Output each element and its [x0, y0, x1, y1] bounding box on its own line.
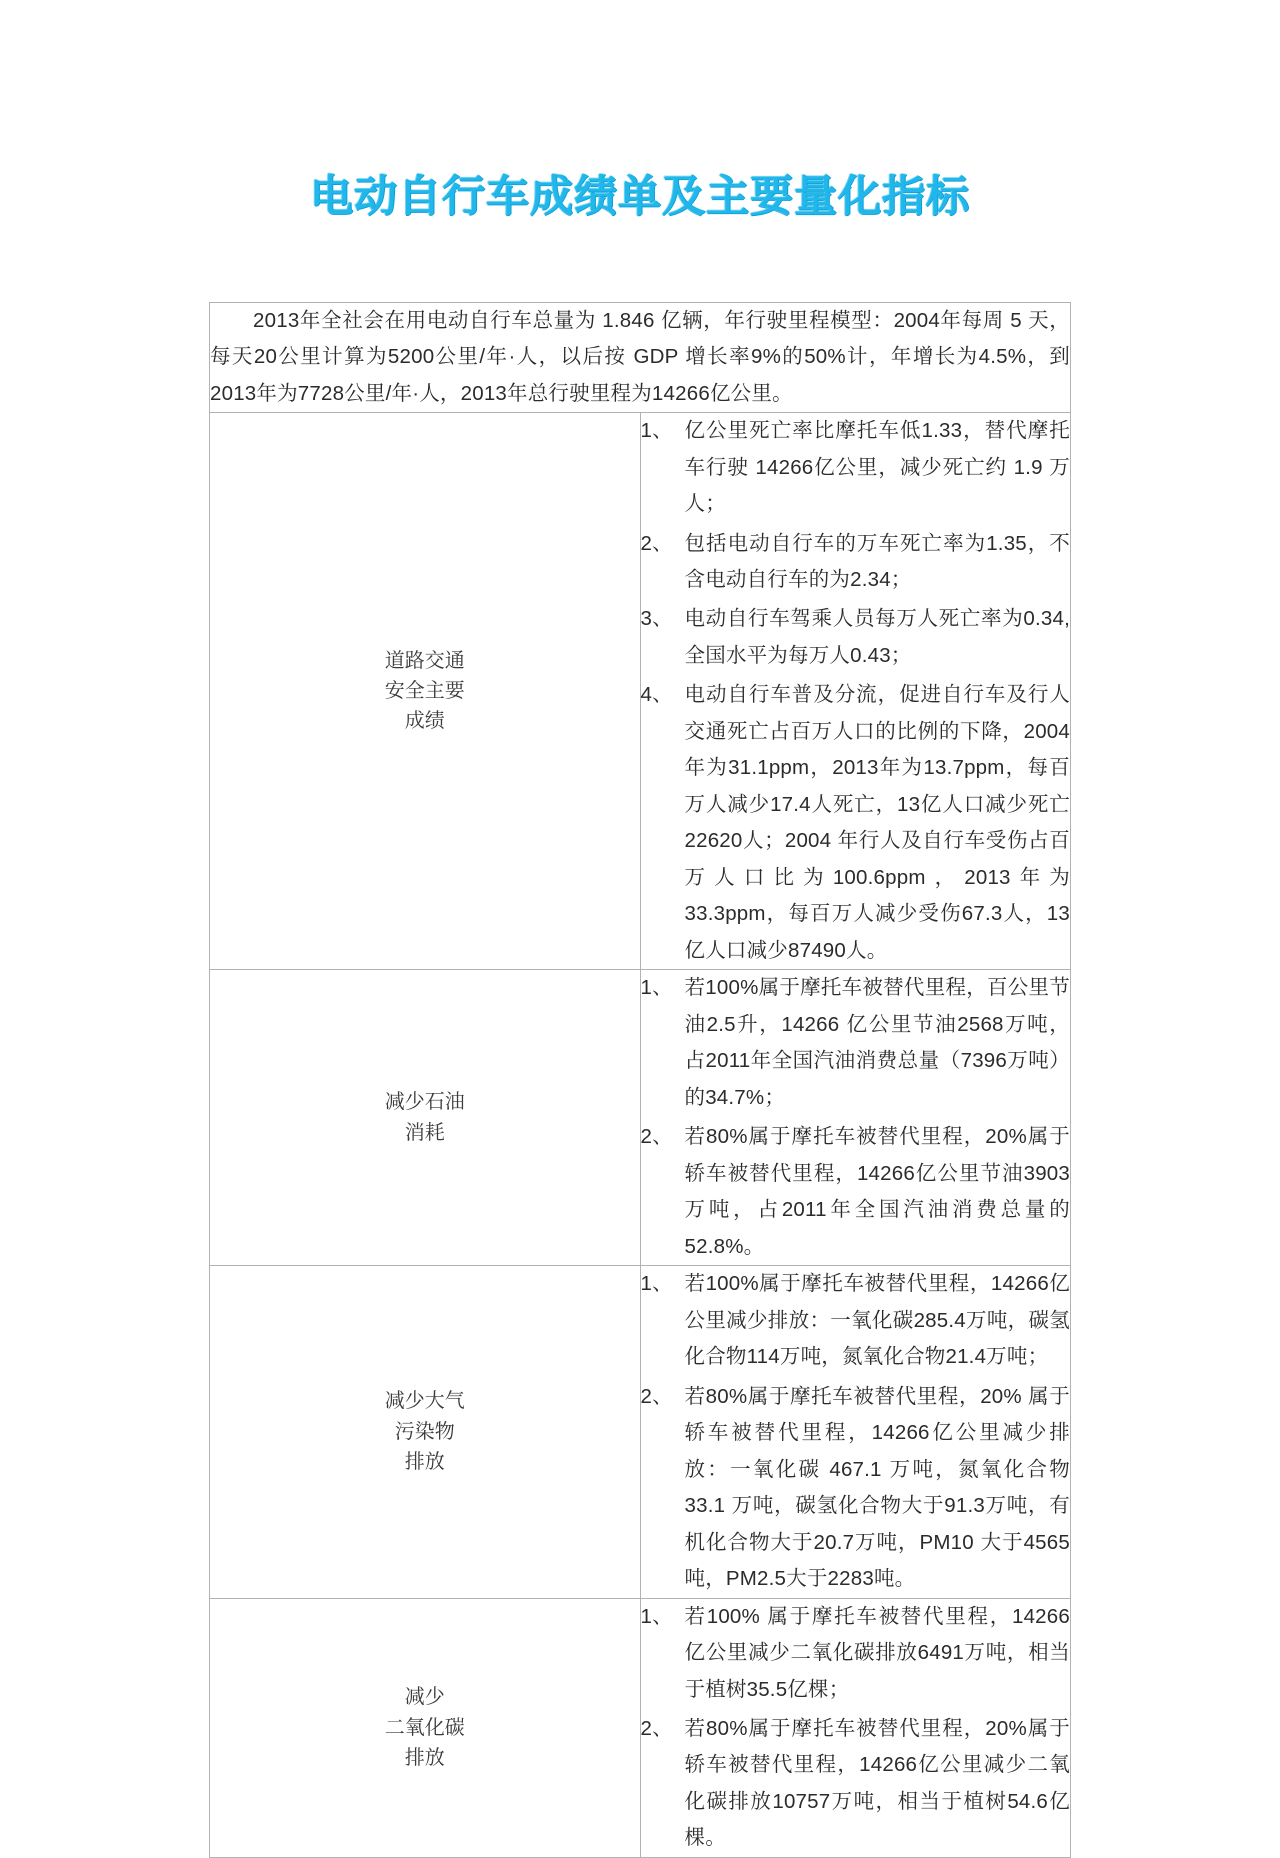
list-item-marker: 1、 — [640, 1604, 673, 1628]
row-label-line: 道路交通 — [384, 649, 465, 672]
list-item-text: 若100%属于摩托车被替代里程，14266亿公里减少排放：一氧化碳285.4万吨，碳氢化合物114万吨，氮氧化合物21.4万吨； — [684, 1272, 1070, 1369]
row-label-line: 二氧化碳 — [384, 1716, 465, 1739]
row-content-oil-reduction — [640, 970, 1071, 1266]
row-content-co2-reduction — [640, 1598, 1071, 1857]
list-item — [641, 413, 1071, 522]
list-item-text: 包括电动自行车的万车死亡率为1.35，不含电动自行车的为2.34； — [684, 531, 1070, 591]
row-content-road-safety — [640, 413, 1071, 970]
list-item — [641, 677, 1071, 969]
list-item-marker: 4、 — [640, 683, 673, 707]
list-item-text: 若80%属于摩托车被替代里程，20% 属于轿车被替代里程，14266亿公里减少排放：一氧化碳 467.1 万吨，氮氧化合物 33.1 万吨，碳氢化合物大于91.3万吨，有机化合物大于20.7万吨，PM10 大于4565吨，PM2.5大于2283吨。 — [684, 1384, 1070, 1591]
row-label-air-pollution — [210, 1266, 641, 1598]
page-title: 电动自行车成绩单及主要量化指标 — [310, 173, 970, 221]
list-item — [641, 970, 1071, 1116]
row-label-line: 污染物 — [394, 1420, 455, 1443]
list-item-marker: 2、 — [640, 1384, 673, 1408]
row-label-line: 排放 — [404, 1451, 445, 1474]
list-item — [641, 1711, 1071, 1857]
list-item — [641, 1599, 1071, 1708]
row-label-co2-reduction — [210, 1598, 641, 1857]
intro-cell — [210, 302, 1071, 412]
list-item-marker: 2、 — [640, 1717, 673, 1740]
table-row — [210, 970, 1071, 1266]
row-label-line: 消耗 — [404, 1121, 445, 1144]
list-item — [641, 601, 1071, 674]
list-item — [641, 1119, 1071, 1265]
list-item-marker: 3、 — [640, 607, 673, 631]
metrics-table-container — [209, 302, 1071, 1858]
table-row — [210, 1598, 1071, 1857]
list-item-marker: 1、 — [640, 419, 673, 443]
item-list — [641, 970, 1071, 1265]
row-label-road-safety — [210, 413, 641, 970]
table-row — [210, 1266, 1071, 1598]
row-label-line: 减少 — [404, 1686, 445, 1709]
list-item-text: 若100%属于摩托车被替代里程，百公里节油2.5升，14266 亿公里节油2568万吨，占2011年全国汽油消费总量（7396万吨）的34.7%； — [684, 976, 1070, 1109]
row-label-line: 排放 — [404, 1746, 445, 1769]
item-list — [641, 1266, 1071, 1597]
list-item-text: 电动自行车驾乘人员每万人死亡率为0.34,全国水平为每万人0.43； — [684, 607, 1070, 667]
list-item-text: 电动自行车普及分流，促进自行车及行人交通死亡占百万人口的比例的下降，2004年为31.1ppm，2013年为13.7ppm，每百万人减少17.4人死亡，13亿人口减少死亡22620人；2004 年行人及自行车受伤占百万人口比为100.6ppm，2013年为 33.3ppm，每百万人减少受伤67.3人，13亿人口减少87490人。 — [684, 683, 1070, 962]
row-label-line: 减少大气 — [384, 1390, 465, 1413]
list-item-text: 亿公里死亡率比摩托车低1.33，替代摩托车行驶 14266亿公里，减少死亡约 1.9 万人； — [684, 419, 1070, 516]
row-content-air-pollution — [640, 1266, 1071, 1598]
table-row — [210, 413, 1071, 970]
list-item-marker: 1、 — [640, 1272, 673, 1296]
list-item-text: 若80%属于摩托车被替代里程，20%属于轿车被替代里程，14266亿公里减少二氧化碳排放10757万吨，相当于植树54.6亿棵。 — [684, 1717, 1070, 1850]
list-item-text: 若100% 属于摩托车被替代里程，14266 亿公里减少二氧化碳排放6491万吨，相当于植树35.5亿棵； — [684, 1604, 1070, 1701]
list-item — [641, 526, 1071, 599]
list-item-marker: 1、 — [640, 976, 673, 1000]
item-list — [641, 1599, 1071, 1857]
list-item — [641, 1379, 1071, 1598]
table-row-intro — [210, 302, 1071, 412]
item-list — [641, 413, 1071, 969]
list-item-marker: 2、 — [640, 531, 673, 555]
row-label-line: 安全主要 — [384, 679, 465, 702]
row-label-line: 减少石油 — [384, 1091, 465, 1114]
list-item-marker: 2、 — [640, 1125, 673, 1149]
row-label-line: 成绩 — [404, 710, 445, 733]
list-item — [641, 1266, 1071, 1375]
intro-paragraph: 2013年全社会在用电动自行车总量为 1.846 亿辆，年行驶里程模型：2004年每周 5 天，每天20公里计算为5200公里/年·人，以后按 GDP 增长率9%的50%计，年增长为4.5%，到2013年为7728公里/年·人，2013年总行驶里程为14266亿公里。 — [210, 308, 1070, 405]
metrics-table-body — [210, 302, 1071, 1857]
list-item-text: 若80%属于摩托车被替代里程，20%属于轿车被替代里程，14266亿公里节油3903万吨，占2011年全国汽油消费总量的52.8%。 — [684, 1125, 1070, 1258]
row-label-oil-reduction — [210, 970, 641, 1266]
metrics-table — [209, 302, 1071, 1858]
